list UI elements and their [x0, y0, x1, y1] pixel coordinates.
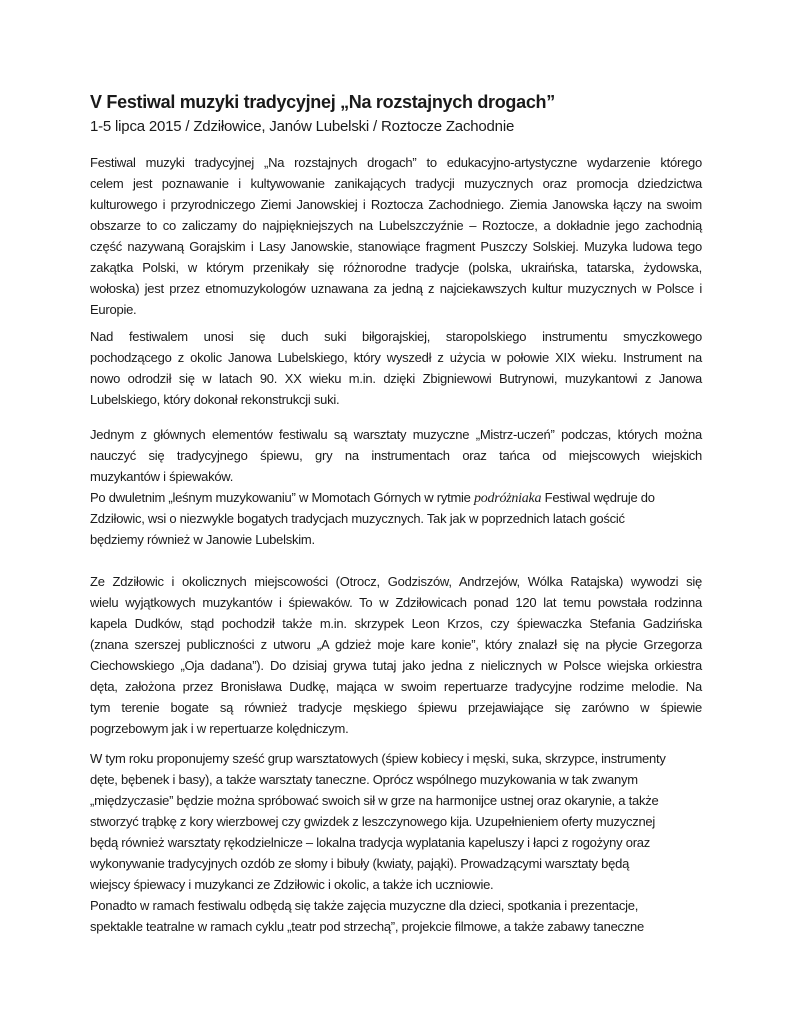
text-line — [90, 194, 702, 215]
line-text: nowo odrodził się w latach 90. XX wieku m.in. dzięki Zbigniewowi Butrynowi, muzykantowi z Janowa — [90, 371, 702, 386]
line-text: zakątka Polski, w którym przenikały się różnorodne tradycje (polska, ukraińska, tatarska, żydowska, — [90, 260, 702, 275]
text-line — [90, 424, 702, 445]
text-line — [90, 832, 702, 853]
line-text: Nad festiwalem unosi się duch suki biłgorajskiej, staropolskiego instrumentu smyczkowego — [90, 329, 702, 344]
line-text: pogrzebowym jak i w repertuarze kolędniczym. — [90, 721, 349, 736]
line-text: Europie. — [90, 302, 137, 317]
italic-term: podróżniaka — [474, 491, 542, 506]
paragraph — [90, 748, 702, 895]
line-text: nauczyć się tradycyjnego śpiewu, gry na instrumentach oraz tańca od miejscowych wiejskich — [90, 448, 702, 463]
document-title: V Festiwal muzyki tradycyjnej „Na rozstajnych drogach” — [90, 92, 555, 112]
text-line — [90, 895, 702, 916]
text-line — [90, 257, 702, 278]
paragraph — [90, 152, 702, 320]
line-text: „międzyczasie” będzie można spróbować swoich sił w grze na harmonijce ustnej oraz okarynie, a także — [90, 793, 659, 808]
text-line — [90, 874, 702, 895]
paragraph — [90, 895, 702, 937]
paragraph — [90, 487, 702, 550]
text-line — [90, 655, 702, 676]
text-line — [90, 853, 702, 874]
line-text: tym terenie bogate są również tradycje męskiego śpiewu przejawiające się zarówno w śpiewie — [90, 700, 702, 715]
line-text: Lubelskiego, który dokonał rekonstrukcji suki. — [90, 392, 340, 407]
line-text: W tym roku proponujemy sześć grup warsztatowych (śpiew kobiecy i męski, suka, skrzypce, instrumenty — [90, 751, 666, 766]
line-text: celem jest poznawanie i kultywowanie zanikających tradycji muzycznych oraz promocja dziedzictwa — [90, 176, 702, 191]
line-text: Zdziłowic, wsi o niezwykle bogatych tradycjach muzycznych. Tak jak w poprzednich latach gościć — [90, 511, 625, 526]
text-line — [90, 466, 702, 487]
text-line — [90, 571, 702, 592]
paragraph — [90, 424, 702, 487]
line-text: dęte, bębenek i basy), a także warsztaty taneczne. Oprócz wspólnego muzykowania w tak zwanym — [90, 772, 638, 787]
line-text: stworzyć trąbkę z kory wierzbowej czy gwizdek z leszczynowego kija. Uzupełnieniem oferty muzycznej — [90, 814, 656, 829]
text-line — [90, 769, 702, 790]
document-body — [90, 152, 702, 937]
text-line — [90, 634, 702, 655]
text-line — [90, 299, 702, 320]
paragraph — [90, 326, 702, 410]
line-text: Ponadto w ramach festiwalu odbędą się także zajęcia muzyczne dla dzieci, spotkania i prezentacje, — [90, 898, 639, 913]
line-text: kapela Dudków, stąd pochodził także m.in. skrzypek Leon Krzos, czy śpiewaczka Stefania Gadzińska — [90, 616, 702, 631]
line-text: Festiwal wędruje do — [541, 490, 655, 505]
text-line — [90, 748, 702, 769]
text-line — [90, 508, 702, 529]
text-line — [90, 676, 702, 697]
text-line — [90, 697, 702, 718]
line-text: obszarze to co zaliczamy do najpiękniejszych na Lubelszczyźnie – Roztocze, a dokładnie jego zachodnią — [90, 218, 702, 233]
paragraph — [90, 571, 702, 739]
text-line — [90, 326, 702, 347]
line-text: wiejscy śpiewacy i muzykanci ze Zdziłowic i okolic, a także ich uczniowie. — [90, 877, 494, 892]
line-text: wielu wyjątkowych muzykantów i śpiewaków. To w Zdziłowicach ponad 120 lat temu powstała rodzinna — [90, 595, 702, 610]
line-text: Ze Zdziłowic i okolicznych miejscowości (Otrocz, Godziszów, Andrzejów, Wólka Ratajska) wywodzi się — [90, 574, 702, 589]
line-text: wykonywanie tradycyjnych ozdób ze słomy i bibuły (kwiaty, pająki). Prowadzącymi warsztaty będą — [90, 856, 630, 871]
text-line — [90, 368, 702, 389]
line-text: pochodzącego z okolic Janowa Lubelskiego, który wyszedł z użycia w połowie XIX wieku. Instrument na — [90, 350, 702, 365]
text-line — [90, 278, 702, 299]
text-line — [90, 236, 702, 257]
text-line — [90, 790, 702, 811]
line-text: część nazywaną Gorajskim i Lasy Janowskie, stanowiące fragment Puszczy Solskiej. Muzyka ludowa tego — [90, 239, 702, 254]
line-text: będą również warsztaty rękodzielnicze – lokalna tradycja wyplatania kapeluszy i łapci z rogożyny oraz — [90, 835, 651, 850]
text-line — [90, 389, 702, 410]
line-text: kulturowego i przyrodniczego Ziemi Janowskiej i Roztocza Zachodniego. Ziemia Janowska łączy na swoim — [90, 197, 702, 212]
line-text: będziemy również w Janowie Lubelskim. — [90, 532, 315, 547]
text-line — [90, 445, 702, 466]
line-text: wołoska) jest przez etnomuzykologów uznawana za jedną z najciekawszych kultur muzycznych w Polsce i — [90, 281, 702, 296]
text-line — [90, 215, 702, 236]
line-text: (znana szerszej publiczności z utworu „A gdzież moje kare konie”, który znalazł się na płycie Grzegorza — [90, 637, 702, 652]
line-text: dęta, założona przez Bronisława Dudkę, mająca w swoim repertuarze tradycyjne rodzime melodie. Na — [90, 679, 702, 694]
line-text: Jednym z głównych elementów festiwalu są warsztaty muzyczne „Mistrz-uczeń” podczas, których można — [90, 427, 702, 442]
text-line — [90, 916, 702, 937]
text-line — [90, 152, 702, 173]
text-line — [90, 487, 702, 508]
text-line — [90, 811, 702, 832]
line-text: spektakle teatralne w ramach cyklu „teatr pod strzechą”, projekcie filmowe, a także zabawy taneczne — [90, 919, 645, 934]
line-text: muzykantów i śpiewaków. — [90, 469, 234, 484]
line-text: Festiwal muzyki tradycyjnej „Na rozstajnych drogach” to edukacyjno-artystyczne wydarzenie którego — [90, 155, 702, 170]
text-line — [90, 613, 702, 634]
line-text: Ciechowskiego „Oja dadana”). Do dzisiaj grywa tutaj jako jedna z nielicznych w Polsce wiejska orkiestra — [90, 658, 702, 673]
text-line — [90, 592, 702, 613]
line-text: Po dwuletnim „leśnym muzykowaniu” w Momotach Górnych w rytmie — [90, 490, 475, 505]
text-line — [90, 718, 702, 739]
text-line — [90, 347, 702, 368]
text-line — [90, 529, 702, 550]
document-subtitle: 1-5 lipca 2015 / Zdziłowice, Janów Lubelski / Roztocze Zachodnie — [90, 118, 515, 135]
text-line — [90, 173, 702, 194]
